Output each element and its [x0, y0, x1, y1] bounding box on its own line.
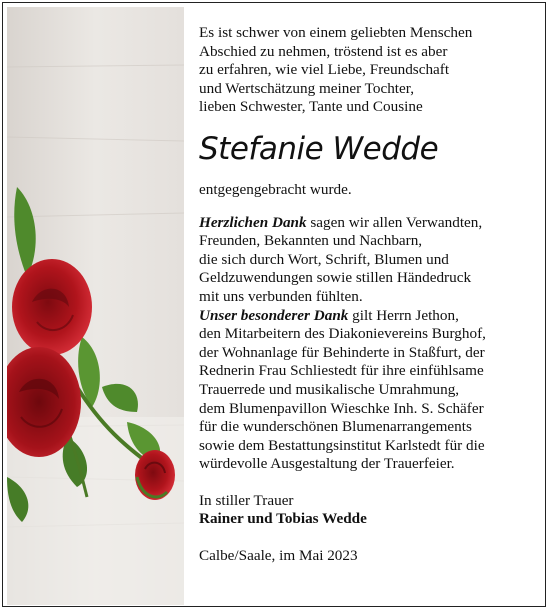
thanks2-line: der Wohnanlage für Behinderte in Staßfurt, der — [199, 343, 485, 361]
closing-text: In stiller Trauer — [199, 491, 294, 509]
intro-line: zu erfahren, wie viel Liebe, Freundschaft — [199, 61, 450, 79]
thanks2-emphasis: Unser besonderer Dank — [199, 306, 349, 324]
roses-photo — [7, 7, 184, 605]
thanks-paragraph-1 — [199, 214, 539, 307]
thanks2-line: Rednerin Frau Schliestedt für ihre einfühlsame — [199, 362, 484, 380]
spacer — [199, 529, 539, 547]
thanks1-line: Geldzuwendungen sowie stillen Händedruck — [199, 269, 472, 287]
thanks1-line: mit uns verbunden fühlten. — [199, 287, 363, 305]
thanks2-line: den Mitarbeitern des Diakonievereins Burghof, — [199, 325, 486, 343]
thanks1-emphasis: Herzlichen Dank — [199, 213, 307, 231]
intro-line: lieben Schwester, Tante und Cousine — [199, 98, 423, 116]
thanks1-rest: sagen wir allen Verwandten, — [306, 213, 483, 231]
thanks2-line: würdevolle Ausgestaltung der Trauerfeier. — [199, 455, 455, 473]
spacer — [199, 200, 539, 214]
thanks1-line: Freunden, Bekannten und Nachbarn, — [199, 232, 423, 250]
place-date-block — [199, 547, 539, 566]
thanks2-line: sowie dem Bestattungsinstitut Karlstedt für die — [199, 436, 485, 454]
obituary-text — [199, 24, 539, 566]
closing-block — [199, 492, 539, 529]
place-date: Calbe/Saale, im Mai 2023 — [199, 547, 358, 565]
intro-paragraph — [199, 24, 539, 117]
thanks-paragraph-2 — [199, 307, 539, 474]
thanks2-line: dem Blumenpavillon Wieschke Inh. S. Schäfer — [199, 399, 484, 417]
thanks1-first-line — [199, 214, 539, 233]
thanks1-line: die sich durch Wort, Schrift, Blumen und — [199, 250, 449, 268]
intro-line: Abschied zu nehmen, tröstend ist es aber — [199, 42, 448, 60]
after-name-text: entgegengebracht wurde. — [199, 180, 352, 198]
spacer — [199, 474, 539, 492]
thanks2-line: Trauerrede und musikalische Umrahmung, — [199, 380, 460, 398]
thanks2-line: für die wunderschönen Blumenarrangements — [199, 418, 472, 436]
intro-line: und Wertschätzung meiner Tochter, — [199, 79, 415, 97]
obituary-card — [2, 2, 546, 607]
signatories: Rainer und Tobias Wedde — [199, 510, 367, 528]
deceased-name: Stefanie Wedde — [199, 130, 439, 167]
intro-line: Es ist schwer von einem geliebten Menschen — [199, 24, 473, 41]
thanks2-first-line — [199, 307, 539, 326]
after-name-line — [199, 181, 539, 200]
thanks2-rest: gilt Herrn Jethon, — [348, 306, 459, 324]
